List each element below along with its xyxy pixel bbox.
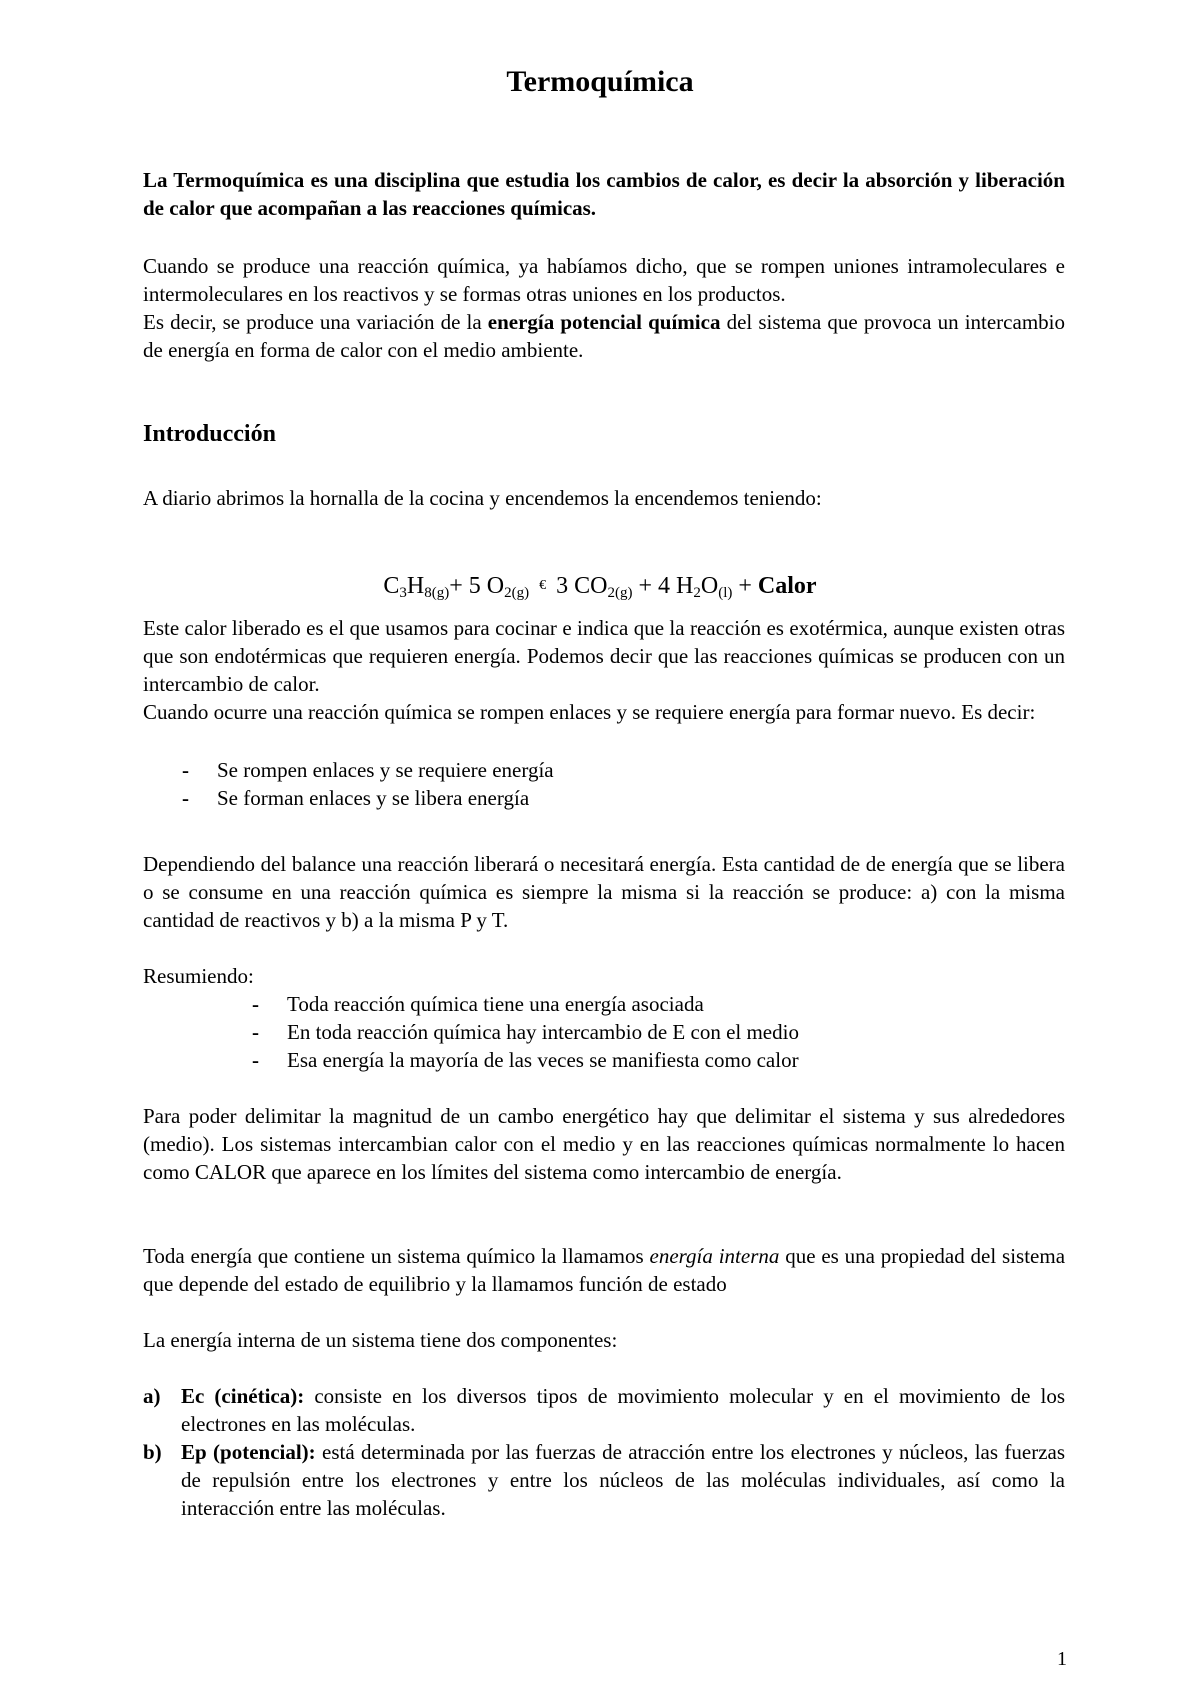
energia-interna-after: que es una propiedad del sistema que depende del estado de equilibrio y la llamamos función de estado — [143, 1244, 1066, 1296]
page-title: Termoquímica — [506, 65, 694, 98]
paragraph-potential-energy — [143, 308, 1065, 364]
list-marker: a) — [143, 1384, 161, 1408]
list-item — [143, 1382, 1065, 1438]
component-text: está determinada por las fuerzas de atracción entre los electrones y núcleos, las fuerzas de repulsión entre los electrones y entre los núcleos de las moléculas individuales, así como la interacción entre las moléculas. — [181, 1440, 1066, 1520]
paragraph-potential-after: del sistema que provoca un intercambio de energía en forma de calor con el medio ambiente. — [143, 310, 1065, 362]
list-item — [252, 1018, 1065, 1046]
list-item — [252, 1046, 1065, 1074]
list-item-text: Se rompen enlaces y se requiere energía — [217, 758, 554, 782]
list-marker: b) — [143, 1440, 162, 1464]
paragraph-potential-bold: energía potencial química — [487, 310, 721, 334]
bullet-list-enlaces-items — [182, 756, 1065, 812]
paragraph-sistema — [143, 1102, 1065, 1186]
bullet-list-enlaces — [182, 756, 1065, 812]
bullet-dash-icon: - — [182, 758, 189, 782]
list-item — [182, 784, 1065, 812]
list-item-text: Toda reacción química tiene una energía asociada — [287, 992, 704, 1016]
paragraph-hornalla — [143, 484, 1065, 512]
intro-bold-text: La Termoquímica es una disciplina que estudia los cambios de calor, es decir la absorción y liberación de calor que acompañan a las reacciones químicas. — [143, 168, 1065, 220]
list-item — [182, 756, 1065, 784]
eq-h: H — [406, 573, 425, 599]
components-list — [143, 1382, 1066, 1522]
bullet-dash-icon: - — [182, 786, 189, 810]
component-text: consiste en los diversos tipos de movimiento molecular y en el movimiento de los electrones en las moléculas. — [181, 1384, 1065, 1436]
component-term: Ec (cinética): — [181, 1384, 305, 1408]
paragraph-potential-before: Es decir, se produce una variación de la — [143, 310, 488, 334]
bullet-dash-icon: - — [252, 1020, 259, 1044]
paragraph-hornalla-text: A diario abrimos la hornalla de la cocina y encendemos la encendemos teniendo: — [143, 486, 822, 510]
chemical-equation — [0, 570, 1200, 609]
eq-co2: 3 CO — [556, 573, 608, 599]
paragraph-componentes-text: La energía interna de un sistema tiene dos componentes: — [143, 1328, 618, 1352]
components-list-items — [143, 1382, 1066, 1522]
paragraph-enlaces-text: Cuando ocurre una reacción química se rompen enlaces y se requiere energía para formar nuevo. Es decir: — [143, 700, 1036, 724]
list-item — [252, 990, 1065, 1018]
paragraph-reactions-text: Cuando se produce una reacción química, ya habíamos dicho, que se rompen uniones intramoleculares e intermoleculares en los reactivos y se formas otras uniones en los productos. — [143, 254, 1065, 306]
list-item-text: Esa energía la mayoría de las veces se manifiesta como calor — [287, 1048, 799, 1072]
list-item-text: En toda reacción química hay intercambio de E con el medio — [287, 1020, 799, 1044]
eq-co2-sub: 2(g) — [607, 585, 633, 601]
bullet-list-resumen-items — [252, 990, 1065, 1074]
list-item-text: Se forman enlaces y se libera energía — [217, 786, 530, 810]
paragraph-balance-text: Dependiendo del balance una reacción liberará o necesitará energía. Esta cantidad de de energía que se libera o se consume en una reacción química es siempre la misma si la reacción se produce: a) con la misma cantidad de reactivos y b) a la misma P y T. — [143, 852, 1065, 932]
bullet-dash-icon: - — [252, 1048, 259, 1072]
bullet-list-resumen — [252, 990, 1065, 1074]
paragraph-energia-interna-text — [143, 1242, 1065, 1298]
energia-interna-before: Toda energía que contiene un sistema químico la llamamos — [143, 1244, 650, 1268]
section-heading-introduccion: Introducción — [143, 421, 276, 447]
bullet-dash-icon: - — [252, 992, 259, 1016]
eq-h-sub: 8(g) — [424, 585, 450, 601]
paragraph-componentes — [143, 1326, 1065, 1354]
component-term: Ep (potencial): — [181, 1440, 316, 1464]
eq-c: C — [383, 573, 400, 599]
paragraph-reactions — [143, 252, 1065, 364]
paragraph-exotermica — [143, 614, 1065, 726]
paragraph-resumiendo — [143, 962, 1065, 990]
intro-bold-paragraph — [143, 166, 1065, 222]
paragraph-sistema-text: Para poder delimitar la magnitud de un cambo energético hay que delimitar el sistema y sus alrededores (medio). Los sistemas intercambian calor con el medio y en las reacciones químicas normalmente lo hacen como CALOR que aparece en los límites del sistema como intercambio de energía. — [143, 1104, 1065, 1184]
paragraph-exotermica-text: Este calor liberado es el que usamos para cocinar e indica que la reacción es exotérmica, aunque existen otras que son endotérmicas que requieren energía. Podemos decir que las reacciones químicas se producen con un intercambio de calor. — [143, 616, 1065, 696]
eq-h2o-o: O — [700, 573, 719, 599]
paragraph-energia-interna — [143, 1242, 1065, 1298]
paragraph-balance — [143, 850, 1065, 934]
eq-h2o-sub1: 2 — [693, 585, 701, 601]
list-item — [143, 1438, 1066, 1522]
eq-arrow-icon: € — [539, 578, 547, 593]
energia-interna-italic: energía interna — [649, 1244, 780, 1268]
eq-plus-o2: + 5 O — [449, 573, 505, 599]
resumiendo-label: Resumiendo: — [143, 964, 254, 988]
eq-o2-sub: 2(g) — [504, 585, 530, 601]
eq-calor: Calor — [757, 573, 817, 599]
page-number: 1 — [1057, 1648, 1067, 1670]
eq-plus-calor: + — [732, 573, 758, 599]
eq-h2o-sub2: (l) — [718, 585, 733, 601]
eq-plus-h2o: + 4 H — [632, 573, 694, 599]
eq-c-sub: 3 — [399, 585, 407, 601]
